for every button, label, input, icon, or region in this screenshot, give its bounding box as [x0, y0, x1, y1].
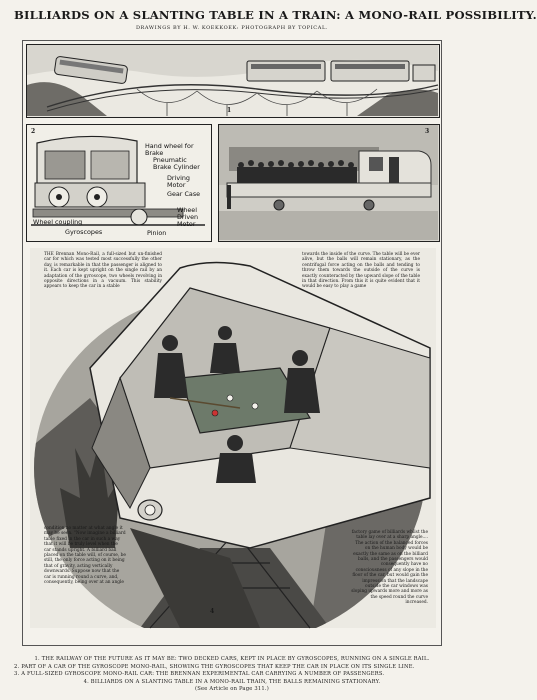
- railway-bridge-illustration: [27, 45, 438, 116]
- caption-2: 2. PART OF A CAR OF THE GYROSCOPE MONO-RAIL, SHOWING THE GYROSCOPES THAT KEEP THE CAR IN PLACE ON ITS SINGLE LINE.: [14, 663, 415, 670]
- article-text-bottom-left: condition no matter at what angle it may be seen. "Now imagine a billiard table fixed in the car in such a way that it will be truly level when the car stands upright. A billiard ball placed on the table will, of course, be still, the only force acting on it being that of gravity, acting vertically downwards. Suppose now that the car is running round a curve, and, consequently, being over at an angle: [44, 526, 126, 586]
- label-pinion: Pinion: [147, 229, 167, 237]
- caption-3: 3. A FULL-SIZED GYROSCOPE MONO-RAIL CAR: THE BRENNAN EXPERIMENTAL CAR CARRYING A NUMBER OF PASSENGERS.: [14, 671, 385, 677]
- figure-captions: [14, 656, 450, 694]
- label-pneumatic-brake: Pneumatic Brake Cylinder: [153, 156, 200, 171]
- label-handwheel: Hand wheel for Brake: [145, 142, 194, 157]
- label-gear-case: Gear Case: [167, 190, 201, 198]
- brennan-car-photograph: [219, 125, 438, 240]
- label-gyroscopes: Gyroscopes: [65, 228, 103, 236]
- caption-1: 1. THE RAILWAY OF THE FUTURE AS IT MAY BE: TWO DECKED CARS, KEPT IN PLACE BY GYROSCOPES, RUNNING ON A SINGLE RAIL.: [34, 656, 430, 662]
- article-text-right: towards the inside of the curve. The table will be ever alive, but the balls will remain stationary, as the centrifugal force acting on the balls and tending to throw them towards the outside of the curve is exactly counteracted by the upward slope of the table in that direction. From this it is quite evident that it would be easy to play a game: [302, 252, 420, 290]
- article-text-left: THE Brennan Mono-Rail, a full-sized but un-finished car for which was tested most successfully the other day, is remarkable in that the passenger is aligned to it. Each car is kept upright on the single rail by an adaptation of the gyroscope, two wheels revolving in opposite directions in a vacuum. This stability appears to keep the car in a stable: [44, 252, 162, 290]
- panel-gyroscope-car: [26, 124, 212, 242]
- panel-brennan-car-photo: [218, 124, 440, 242]
- illustration-credit: DRAWINGS BY H. W. KOEKKOEK: PHOTOGRAPH BY TOPICAL.: [135, 25, 329, 31]
- article-text-bottom-right: factory game of billiards whilst the table lay over at a sharp angle.... The action of the balanced forces on the human body would be exactly the same as on the billiard balls, and the passengers would consequently have no consciousness of any slope in the floor of the car, but would gain the impression that the landscape outside the car windows was sloping upwards more and more as the speed round the curve increased.: [351, 530, 428, 606]
- panel-number: 3: [425, 128, 430, 135]
- label-driving-motor: Driving Motor: [167, 174, 190, 189]
- panel-number: 2: [31, 128, 36, 135]
- train-right: [247, 61, 435, 81]
- panel-number: 1: [227, 107, 232, 114]
- caption-4: 4. BILLIARDS ON A SLANTING TABLE IN A MONO-RAIL TRAIN, THE BALLS REMAINING STATIONARY.: [83, 678, 381, 685]
- panel-railway-future: [26, 44, 440, 118]
- caption-reference: (See Article on Page 311.): [195, 686, 269, 692]
- panel-number: 4: [210, 608, 215, 615]
- label-wheel-coupling: Wheel coupling: [33, 218, 83, 226]
- label-wheel-motor: Wheel Driven Motor: [177, 206, 199, 228]
- page-title: BILLIARDS ON A SLANTING TABLE IN A TRAIN: A MONO-RAIL POSSIBILITY.: [14, 8, 537, 22]
